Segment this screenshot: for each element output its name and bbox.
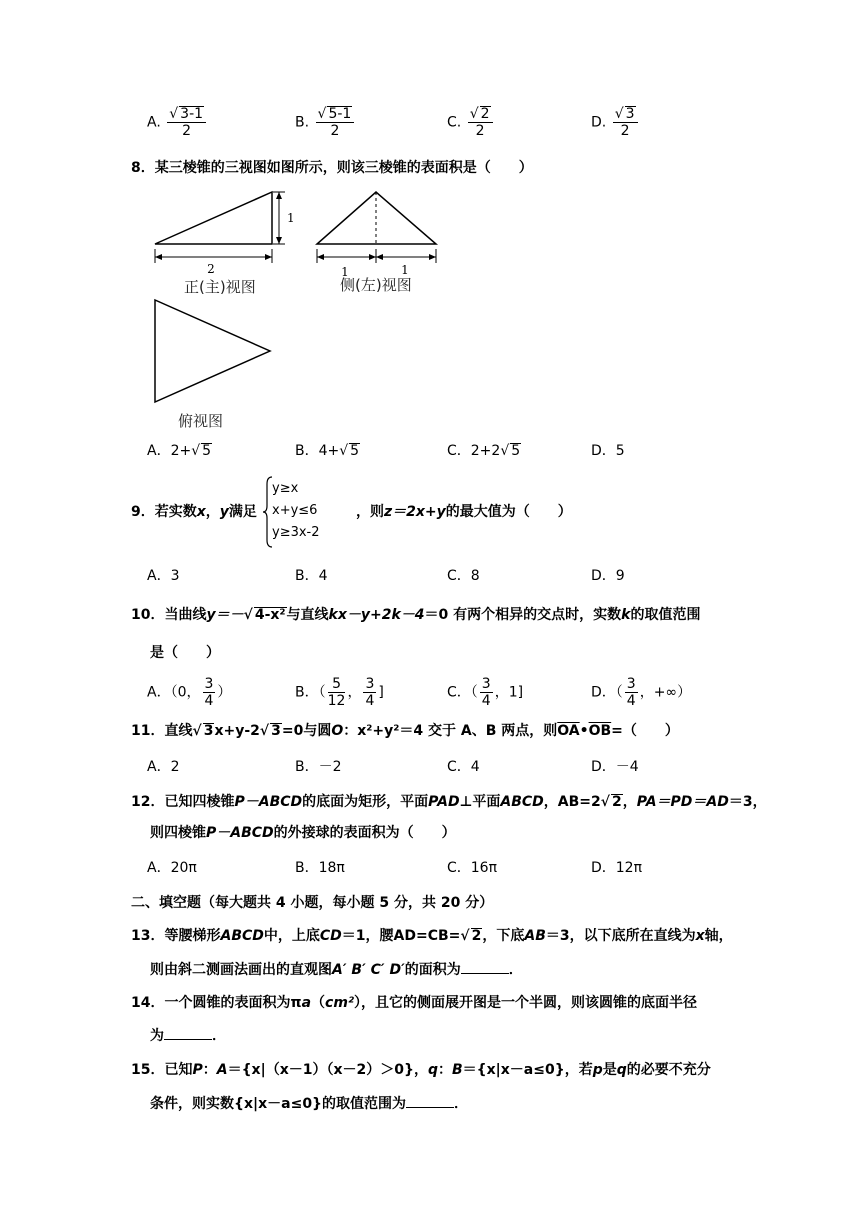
q15-stem-line1: 15．已知P：A＝{x|（x－1）（x－2）＞0}，q：B＝{x|x－a≤0}，若p是q的必要不充分 xyxy=(131,1062,711,1078)
q11-options xyxy=(147,756,827,786)
q10-option-d[interactable]: D．（ $\frac{3}{4}$ ，+∞） xyxy=(591,676,692,709)
q7-option-d[interactable]: D. $\frac{√ 3}{2}$ xyxy=(591,106,640,139)
front-view-caption: 正(主)视图 xyxy=(184,278,256,296)
q9-option-d[interactable]: D．9 xyxy=(591,568,625,584)
q7-option-a[interactable]: A. $\frac{√ 3-1}{2}$ xyxy=(147,106,208,139)
q10-option-b[interactable]: B．（ $\frac{5}{12}$ ， $\frac{3}{4}$ ] xyxy=(295,676,384,709)
q8-option-b[interactable]: B．4+√ 5 xyxy=(295,443,360,459)
q8-three-view-figure xyxy=(145,185,455,435)
q13-stem-line2: 则由斜二测画法画出的直观图A′ B′ C′ D′的面积为 ． xyxy=(150,962,523,978)
fraction: $\frac{√ 3}{2}$ xyxy=(613,106,638,139)
q14-stem-line1: 14．一个圆锥的表面积为πa（cm²），且它的侧面展开图是一个半圆，则该圆锥的底面半径 xyxy=(131,995,698,1011)
answer-blank[interactable] xyxy=(164,1027,212,1040)
top-view-caption: 俯视图 xyxy=(178,412,224,430)
fraction: $\frac{√ 3-1}{2}$ xyxy=(167,106,206,139)
fraction: $\frac{3}{4}$ xyxy=(365,676,375,709)
q8-options xyxy=(147,440,827,470)
front-base-dim: 2 xyxy=(207,262,215,276)
q9-stem-right: ，则z＝2x+y的最大值为（ ） xyxy=(356,504,572,520)
q10-stem-line2: 是（ ） xyxy=(150,645,220,661)
q11-stem: 11．直线√ 3x+y-2√ 3=0与圆O：x²+y²＝4 交于 A、B 两点，则$\overline{OA}•\overline{OB}=$（ ） xyxy=(131,723,679,739)
answer-blank[interactable] xyxy=(461,961,509,974)
q12-option-a[interactable]: A．20π xyxy=(147,860,197,876)
q9-option-c[interactable]: C．8 xyxy=(447,568,480,584)
fraction: $\frac{3}{4}$ xyxy=(204,676,214,709)
q7-option-b[interactable]: B. $\frac{√ 5-1}{2}$ xyxy=(295,106,356,139)
fraction: $\frac{√ 5-1}{2}$ xyxy=(316,106,355,139)
q15-stem-line2: 条件，则实数{x|x－a≤0}的取值范围为 ． xyxy=(150,1096,469,1112)
q11-option-c[interactable]: C．4 xyxy=(447,759,480,775)
front-view-triangle xyxy=(155,192,272,244)
q9-option-a[interactable]: A．3 xyxy=(147,568,180,584)
top-view-triangle xyxy=(155,300,270,402)
q7-options xyxy=(147,106,827,139)
q12-option-d[interactable]: D．12π xyxy=(591,860,643,876)
q9-stem-left: 9．若实数x，y满足 xyxy=(131,504,257,520)
q11-option-b[interactable]: B．－2 xyxy=(295,759,342,775)
q12-stem-line1: 12．已知四棱锥P－ABCD的底面为矩形，平面PAD⊥平面ABCD，AB=2√ 2，PA＝PD＝AD＝3， xyxy=(131,794,767,810)
q12-option-b[interactable]: B．18π xyxy=(295,860,345,876)
q9-constraint-system: y≥x x+y≤6 y≥3x-2 xyxy=(272,481,320,540)
q10-option-c[interactable]: C．（ $\frac{3}{4}$ ，1] xyxy=(447,676,524,709)
side-view-caption: 侧(左)视图 xyxy=(340,276,412,294)
side-left-dim: 1 xyxy=(341,265,349,279)
q8-option-d[interactable]: D．5 xyxy=(591,443,625,459)
q8-stem: 8．某三棱锥的三视图如图所示，则该三棱锥的表面积是（ ） xyxy=(131,160,533,176)
q12-stem-line2: 则四棱锥P－ABCD的外接球的表面积为（ ） xyxy=(150,825,456,841)
q8-option-c[interactable]: C．2+2√ 5 xyxy=(447,443,521,459)
q9-options xyxy=(147,565,827,595)
fraction: $\frac{√ 2}{2}$ xyxy=(468,106,493,139)
q13-stem-line1: 13．等腰梯形ABCD中，上底CD＝1，腰AD=CB=√ 2，下底AB＝3，以下底所在直线为x轴， xyxy=(131,928,733,944)
q9-option-b[interactable]: B．4 xyxy=(295,568,328,584)
q8-option-a[interactable]: A．2+√ 5 xyxy=(147,443,212,459)
q10-stem-line1: 10．当曲线y＝－√ 4-x²与直线kx－y+2k－4＝0 有两个相异的交点时，实数k的取值范围 xyxy=(131,607,701,623)
fraction: $\frac{3}{4}$ xyxy=(481,676,491,709)
fraction: $\frac{5}{12}$ xyxy=(327,676,346,709)
answer-blank[interactable] xyxy=(406,1095,454,1108)
q11-option-d[interactable]: D．－4 xyxy=(591,759,639,775)
q10-options xyxy=(147,676,827,709)
q14-stem-line2: 为 ． xyxy=(150,1028,226,1044)
fraction: $\frac{3}{4}$ xyxy=(626,676,636,709)
q11-option-a[interactable]: A．2 xyxy=(147,759,180,775)
front-height-dim: 1 xyxy=(287,211,295,225)
q10-option-a[interactable]: A．（0， $\frac{3}{4}$ ） xyxy=(147,676,232,709)
side-right-dim: 1 xyxy=(401,263,409,277)
q12-option-c[interactable]: C．16π xyxy=(447,860,498,876)
q7-option-c[interactable]: C. $\frac{√ 2}{2}$ xyxy=(447,106,495,139)
q12-options xyxy=(147,857,827,887)
section-heading-fill-in: 二、填空题（每大题共 4 小题，每小题 5 分，共 20 分） xyxy=(131,895,494,911)
